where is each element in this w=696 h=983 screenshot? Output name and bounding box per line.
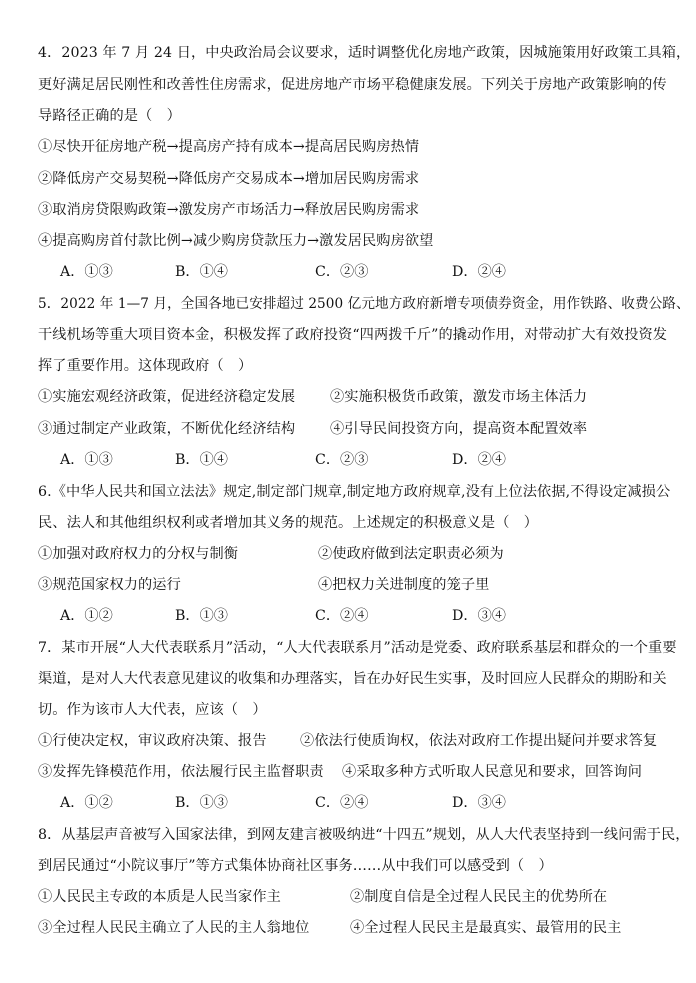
option-statement: ④全过程人民民主是最真实、最管用的民主 <box>350 920 622 936</box>
answer-choice-b: B．①④ <box>175 264 228 280</box>
option-statement: ②实施积极货币政策，激发市场主体活力 <box>330 389 588 405</box>
question-stem-line: 6.《中华人民共和国立法法》规定,制定部门规章,制定地方政府规章,没有上位法依据,不得设定减损公 <box>38 484 671 500</box>
answer-choice-a: A．①② <box>60 795 113 811</box>
option-statement: ④引导民间投资方向，提高资本配置效率 <box>330 421 588 437</box>
option-statement: ④提高购房首付款比例→减少购房贷款压力→激发居民购房欲望 <box>38 233 434 249</box>
option-statement: ②使政府做到法定职责必须为 <box>318 546 504 562</box>
answer-choice-d: D．③④ <box>452 795 506 811</box>
option-statement: ③通过制定产业政策，不断优化经济结构 <box>38 421 296 437</box>
question-stem-line: 7．某市开展“人大代表联系月”活动，“人大代表联系月”活动是党委、政府联系基层和群众的一个重要 <box>38 640 677 656</box>
option-statement: ③发挥先锋模范作用，依法履行民主监督职责 <box>38 764 324 780</box>
answer-choice-d: D．②④ <box>452 452 506 468</box>
answer-choice-c: C．②④ <box>315 795 369 811</box>
option-statement: ②制度自信是全过程人民民主的优势所在 <box>350 889 608 905</box>
option-statement: ①尽快开征房地产税→提高房产持有成本→提高居民购房热情 <box>38 139 420 155</box>
option-statement: ③规范国家权力的运行 <box>38 577 181 593</box>
question-stem-line: 干线机场等重大项目资本金，积极发挥了政府投资“四两拨千斤”的撬动作用，对带动扩大有效投资发 <box>38 327 668 343</box>
question-stem-line: 挥了重要作用。这体现政府（ ） <box>38 358 253 374</box>
option-statement: ②依法行使质询权，依法对政府工作提出疑问并要求答复 <box>300 733 658 749</box>
answer-choice-b: B．①③ <box>175 608 228 624</box>
question-stem-line: 更好满足居民刚性和改善性住房需求，促进房地产市场平稳健康发展。下列关于房地产政策影响的传 <box>38 77 667 93</box>
answer-choice-d: D．③④ <box>452 608 506 624</box>
answer-choice-a: A．①③ <box>60 452 113 468</box>
option-statement: ①行使决定权，审议政府决策、报告 <box>38 733 267 749</box>
answer-choice-c: C．②③ <box>315 264 369 280</box>
answer-choice-b: B．①③ <box>175 795 228 811</box>
option-statement: ①实施宏观经济政策，促进经济稳定发展 <box>38 389 296 405</box>
answer-choice-d: D．②④ <box>452 264 506 280</box>
option-statement: ④采取多种方式听取人民意见和要求，回答询问 <box>342 764 643 780</box>
answer-choice-b: B．①④ <box>175 452 228 468</box>
question-stem-line: 到居民通过“小院议事厅”等方式集体协商社区事务……从中我们可以感受到（ ） <box>38 858 553 874</box>
answer-choice-a: A．①② <box>60 608 113 624</box>
question-stem-line: 4．2023 年 7 月 24 日，中央政治局会议要求，适时调整优化房地产政策，因城施策用好政策工具箱， <box>38 45 691 61</box>
question-stem-line: 渠道，是对人大代表意见建议的收集和办理落实，旨在办好民生实事，及时回应人民群众的期盼和关 <box>38 671 667 687</box>
answer-choice-c: C．②④ <box>315 608 369 624</box>
answer-choice-a: A．①③ <box>60 264 113 280</box>
option-statement: ②降低房产交易契税→降低房产交易成本→增加居民购房需求 <box>38 171 420 187</box>
question-stem-line: 民、法人和其他组织权利或者增加其义务的规范。上述规定的积极意义是（ ） <box>38 515 539 531</box>
option-statement: ④把权力关进制度的笼子里 <box>318 577 490 593</box>
option-statement: ③全过程人民民主确立了人民的主人翁地位 <box>38 920 310 936</box>
option-statement: ①加强对政府权力的分权与制衡 <box>38 546 239 562</box>
answer-choice-c: C．②③ <box>315 452 369 468</box>
option-statement: ③取消房贷限购政策→激发房产市场活力→释放居民购房需求 <box>38 202 420 218</box>
option-statement: ①人民民主专政的本质是人民当家作主 <box>38 889 281 905</box>
question-stem-line: 导路径正确的是（ ） <box>38 108 181 124</box>
question-stem-line: 切。作为该市人大代表，应该（ ） <box>38 702 267 718</box>
question-stem-line: 8．从基层声音被写入国家法律，到网友建言被吸纳进“十四五”规划，从人大代表坚持到一线问需于民， <box>38 827 690 843</box>
question-stem-line: 5．2022 年 1—7 月，全国各地已安排超过 2500 亿元地方政府新增专项债券资金，用作铁路、收费公路、 <box>38 296 690 312</box>
